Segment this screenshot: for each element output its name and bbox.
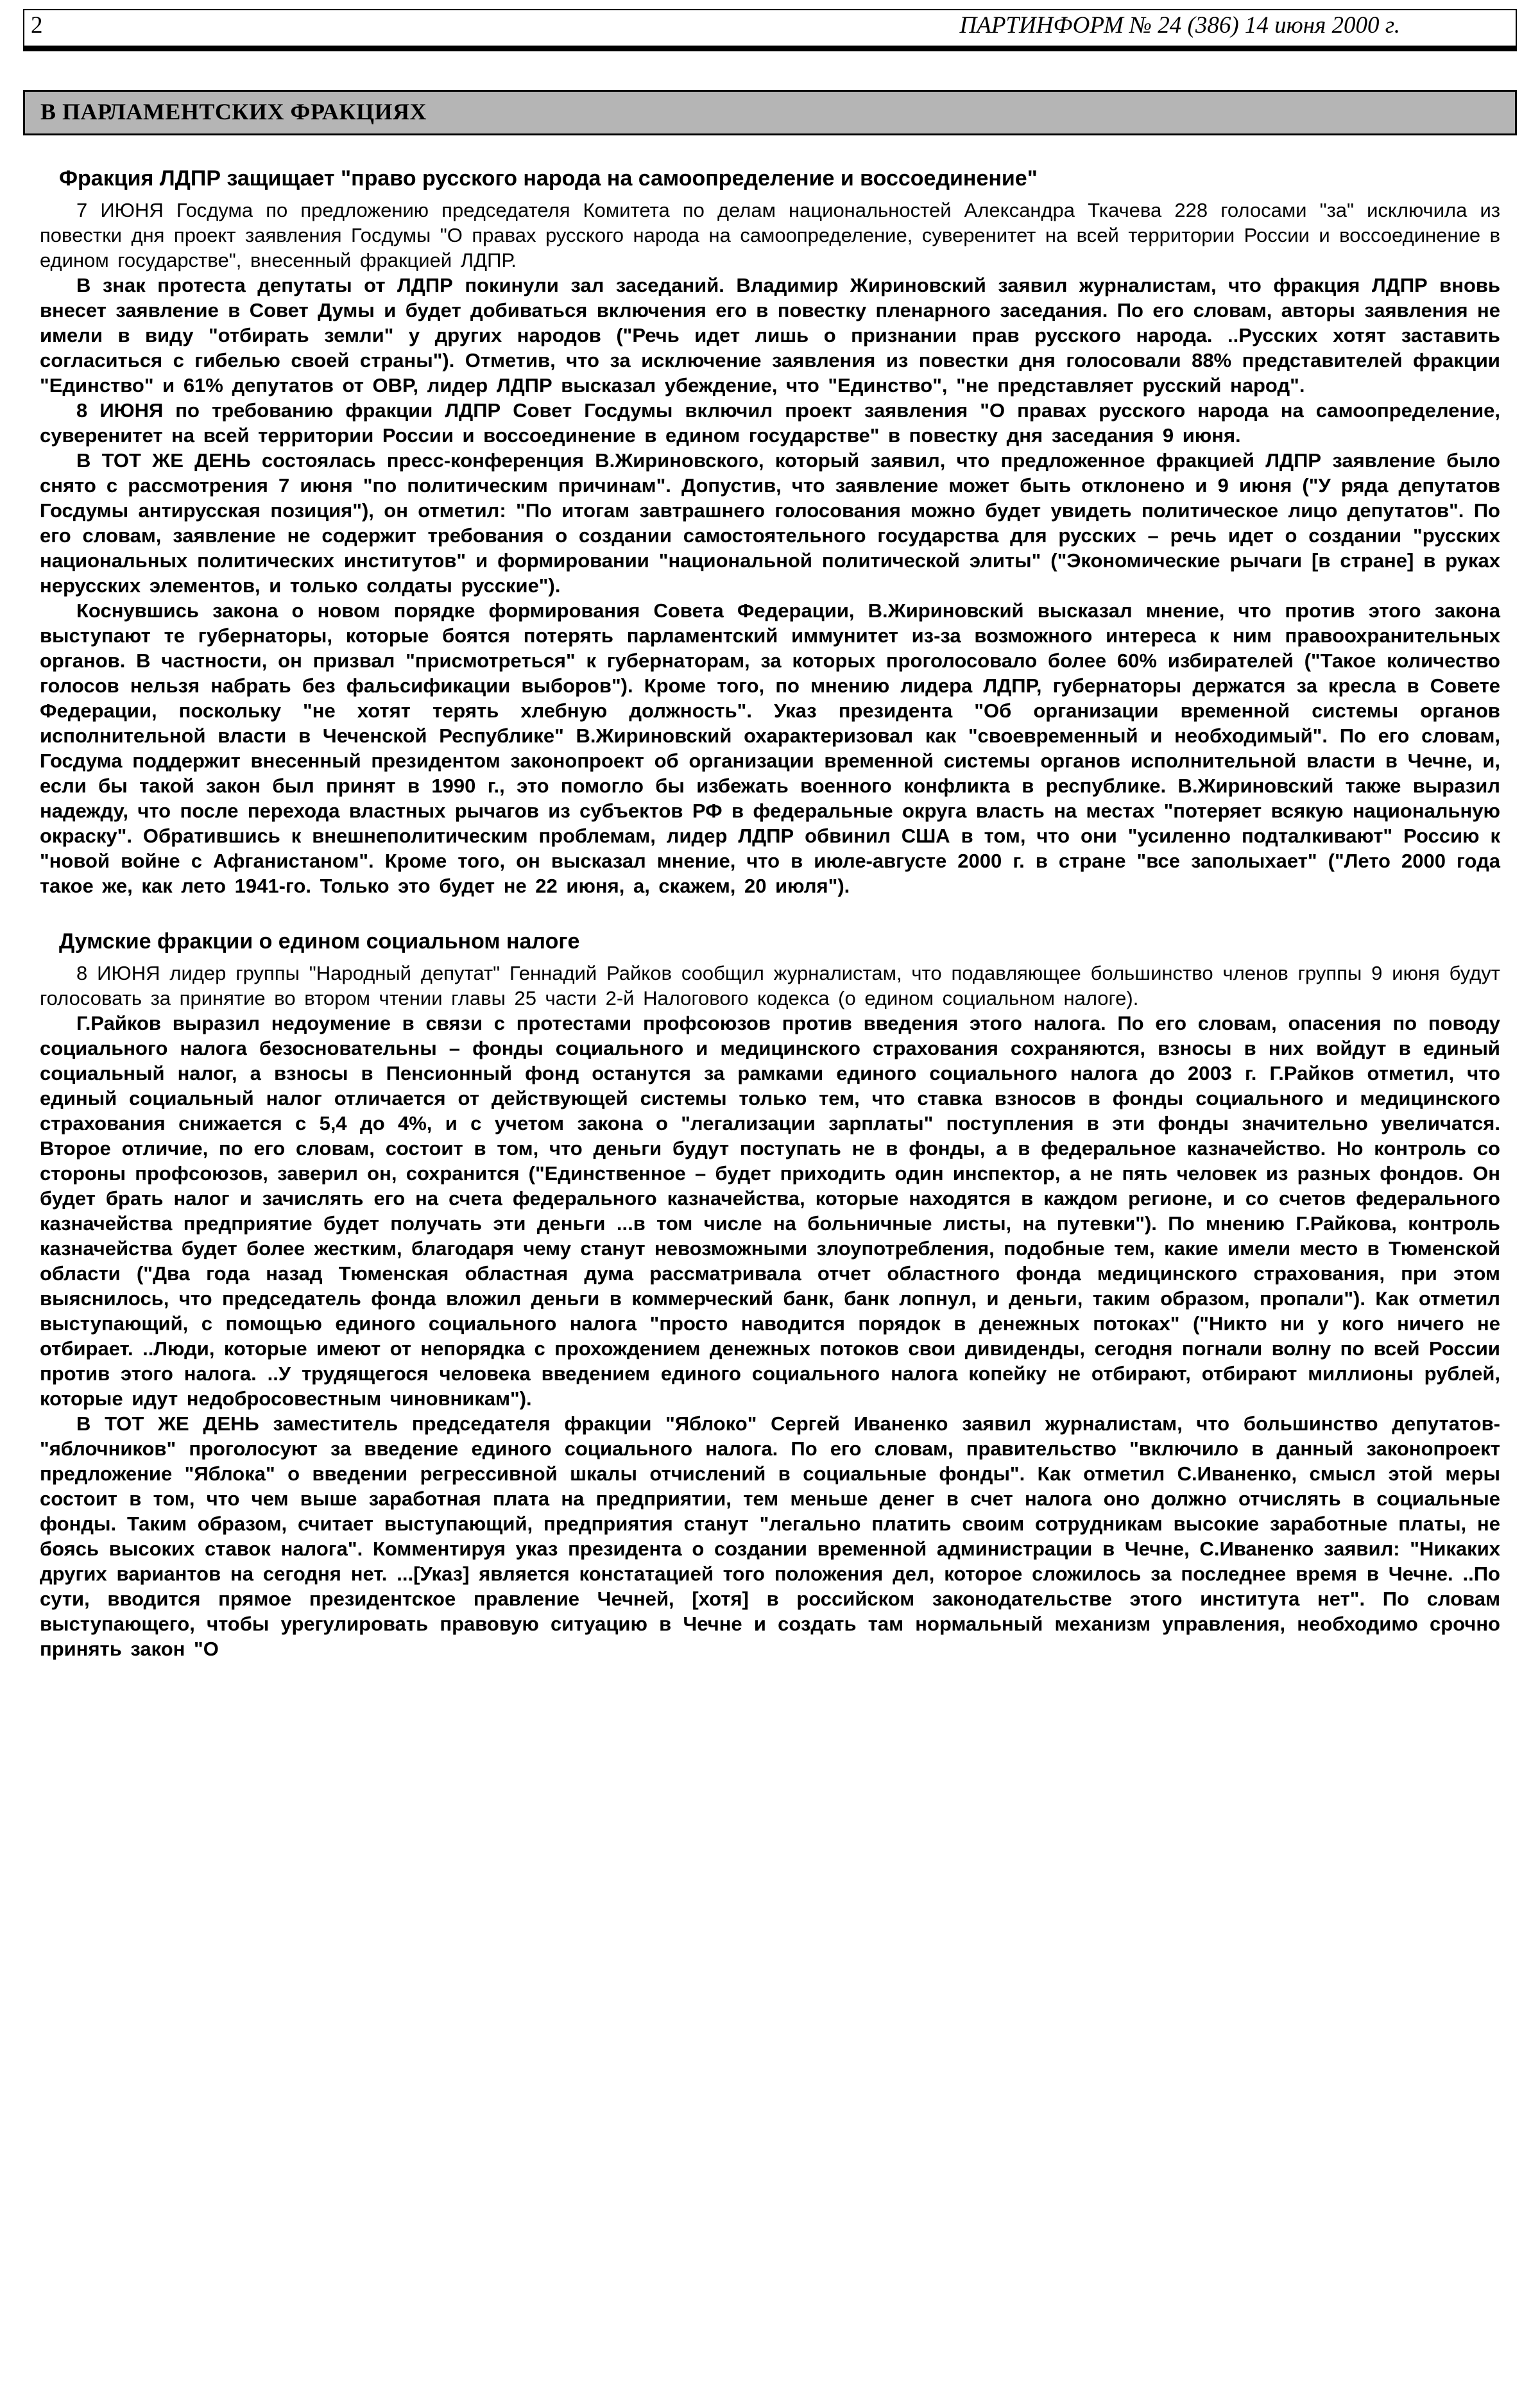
article-heading: Думские фракции о едином социальном налоге xyxy=(59,929,580,954)
article-paragraph: 8 ИЮНЯ по требованию фракции ЛДПР Совет Госдумы включил проект заявления "О правах русского народа на самоопределение, суверенитет на всей территории России и воссоединение в едином государстве" в повестку дня заседания 9 июня. xyxy=(40,399,1500,447)
article xyxy=(40,929,1500,1661)
article-heading: Фракция ЛДПР защищает "право русского народа на самоопределение и воссоединение" xyxy=(59,166,1038,191)
articles-container xyxy=(23,166,1517,1661)
article-paragraph: В ТОТ ЖЕ ДЕНЬ состоялась пресс-конференция В.Жириновского, который заявил, что предложенное фракцией ЛДПР заявление было снято с рассмотрения 7 июня "по политическим причинам". Допустив, что заявление может быть отклонено и 9 июня ("У ряда депутатов Госдумы антирусская позиция"), он отметил: "По итогам завтрашнего голосования можно будет увидеть политическое лицо депутатов". По его словам, заявление не содержит требования о создании самостоятельного государства для русских – речь идет о создании "русских национальных политических институтов" и формировании "национальной политической элиты" ("Экономические рычаги [в стране] в руках нерусских элементов, и только солдаты русские"). xyxy=(40,449,1500,597)
article-paragraph: Коснувшись закона о новом порядке формирования Совета Федерации, В.Жириновский высказал мнение, что против этого закона выступают те губернаторы, которые боятся потерять парламентский иммунитет из-за возможного интереса к ним правоохранительных органов. В частности, он призвал "присмотреться" к губернаторам, за которых проголосовало более 60% избирателей ("Такое количество голосов нельзя набрать без фальсификации выборов"). Кроме того, по мнению лидера ЛДПР, губернаторы держатся за кресла в Совете Федерации, поскольку "не хотят терять хлебную должность". Указ президента "Об организации временной системы органов исполнительной власти в Чеченской Республике" В.Жириновский охарактеризовал как "своевременный и необходимый". По его словам, Госдума поддержит внесенный президентом законопроект об организации временной системы органов исполнительной власти в Чечне, и, если бы такой закон был принят в 1990 г., это помогло бы избежать военного конфликта в республике. В.Жириновский также выразил надежду, что после перехода властных рычагов из субъектов РФ в федеральные округа власть на местах "потеряет всякую национальную окраску". Обратившись к внешнеполитическим проблемам, лидер ЛДПР обвинил США в том, что они "усиленно подталкивают" Россию к "новой войне с Афганистаном". Кроме того, он высказал мнение, что в июле-августе 2000 г. в стране "все заполыхает" ("Лето 2000 года такое же, как лето 1941-го. Только это будет не 22 июня, а, скажем, 20 июля"). xyxy=(40,599,1500,897)
article-paragraph: В знак протеста депутаты от ЛДПР покинули зал заседаний. Владимир Жириновский заявил журналистам, что фракция ЛДПР вновь внесет заявление в Совет Думы и будет добиваться включения его в повестку пленарного заседания. По его словам, авторы заявления не имели в виду "отбирать земли" у других народов ("Речь идет лишь о признании прав русского народа. ..Русских хотят заставить согласиться с гибелью своей страны"). Отметив, что за исключение заявления из повестки дня голосовали 88% представителей фракции "Единство" и 61% депутатов от ОВР, лидер ЛДПР высказал убеждение, что "Единство", "не представляет русский народ". xyxy=(40,274,1500,397)
article-paragraph: 7 ИЮНЯ Госдума по предложению председателя Комитета по делам национальностей Александра Ткачева 228 голосами "за" исключила из повестки дня проект заявления Госдумы "О правах русского народа на самоопределение, суверенитет на всей территории России и воссоединение в едином государстве", внесенный фракцией ЛДПР. xyxy=(40,199,1500,271)
article-paragraph: В ТОТ ЖЕ ДЕНЬ заместитель председателя фракции "Яблоко" Сергей Иваненко заявил журналистам, что большинство депутатов-"яблочников" проголосуют за введение единого социального налога. По его словам, правительство "включило в данный законопроект предложение "Яблока" о введении регрессивной шкалы отчислений в социальные фонды". Как отметил С.Иваненко, смысл этой меры состоит в том, что чем выше заработная плата на предприятии, тем меньше денег в счет налога оно должно отчислять в социальные фонды. Таким образом, считает выступающий, предприятия станут "легально платить своим сотрудникам высокие заработные платы, не боясь высоких ставок налога". Комментируя указ президента о создании временной администрации в Чечне, С.Иваненко заявил: "Никаких других вариантов на сегодня нет. ...[Указ] является констатацией того положения дел, которое сложилось за последнее время в Чечне. ..По сути, вводится прямое президентское правление Чечней, [хотя] в российском законодательстве этого института нет". По словам выступающего, чтобы урегулировать правовую ситуацию в Чечне и создать там нормальный механизм управления, необходимо срочно принять закон "О xyxy=(40,1412,1500,1660)
section-title: В ПАРЛАМЕНТСКИХ ФРАКЦИЯХ xyxy=(40,99,427,124)
section-header-bar xyxy=(23,90,1517,135)
article xyxy=(40,166,1500,898)
page-header xyxy=(23,9,1517,51)
page-number: 2 xyxy=(31,12,43,39)
article-paragraph: 8 ИЮНЯ лидер группы "Народный депутат" Геннадий Райков сообщил журналистам, что подавляющее большинство членов группы 9 июня будут голосовать за принятие во втором чтении главы 25 части 2-й Налогового кодекса (о едином социальном налоге). xyxy=(40,962,1500,1009)
article-paragraph: Г.Райков выразил недоумение в связи с протестами профсоюзов против введения этого налога. По его словам, опасения по поводу социального налога безосновательны – фонды социального и медицинского страхования сохраняются, взносы в них войдут в единый социальный налог, а взносы в Пенсионный фонд останутся за рамками единого социального налога до 2003 г. Г.Райков отметил, что единый социальный налог отличается от действующей системы только тем, что ставка взносов в фонды социального и медицинского страхования снижается с 5,4 до 4%, и с учетом закона о "легализации зарплаты" поступления в эти фонды значительно увеличатся. Второе отличие, по его словам, состоит в том, что деньги будут поступать не в фонды, а в федеральное казначейство. Но контроль со стороны профсоюзов, заверил он, сохранится ("Единственное – будет приходить один инспектор, а не пять человек из разных фондов. Он будет брать налог и зачислять его на счета федерального казначейства, которые находятся в каждом регионе, и со счетов федерального казначейства предприятие будет получать эти деньги ...в том числе на больничные листы, на путевки"). По мнению Г.Райкова, контроль казначейства будет более жестким, благодаря чему станут невозможными злоупотребления, подобные тем, какие имели место в Тюменской области ("Два года назад Тюменская областная дума рассматривала отчет областного фонда медицинского страхования, при этом выяснилось, что председатель фонда вложил деньги в коммерческий банк, банк лопнул, и деньги, таким образом, пропали"). Как отметил выступающий, с помощью единого социального налога "просто наводится порядок в денежных потоках" ("Никто ни у кого ничего не отбирает. ..Люди, которые имеют от непорядка с прохождением денежных потоков свои дивиденды, сегодня погнали волну по всей России против этого налога. ..У трудящегося человека введением единого социального налога копейку не отбирают, отбирают миллионы рублей, которые идут недобросовестным чиновникам"). xyxy=(40,1012,1500,1410)
journal-title: ПАРТИНФОРМ № 24 (386) 14 июня 2000 г. xyxy=(959,12,1400,39)
